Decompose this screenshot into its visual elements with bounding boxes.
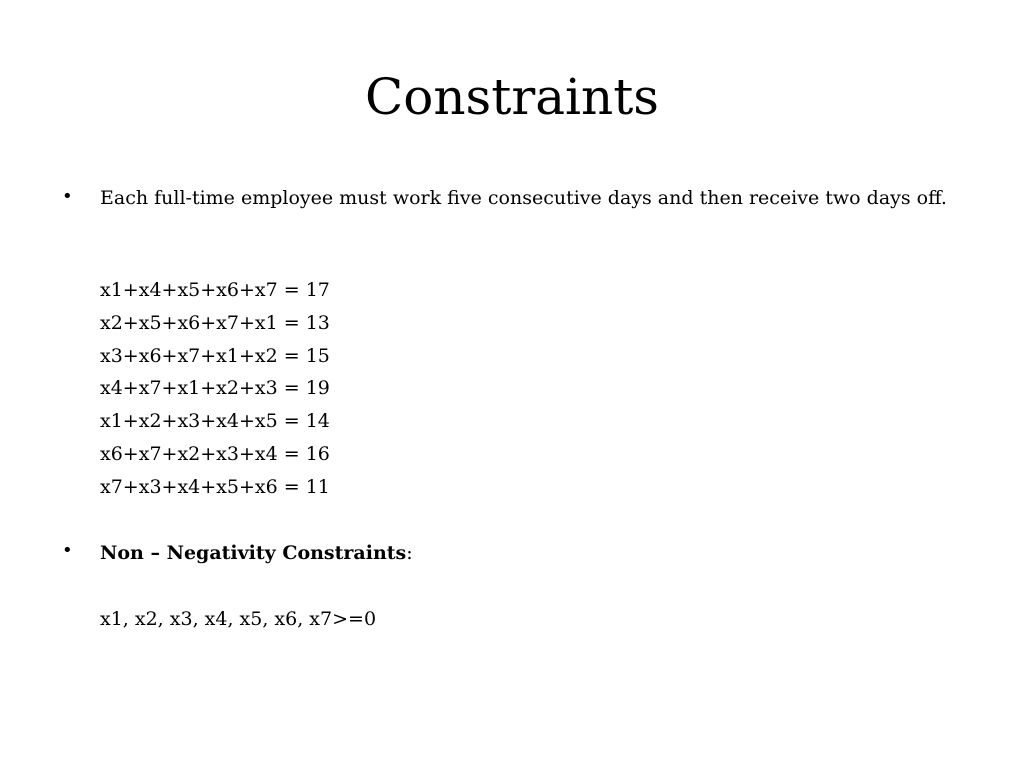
equation-line: x3+x6+x7+x1+x2 = 15 xyxy=(100,344,330,367)
equation-line: x4+x7+x1+x2+x3 = 19 xyxy=(100,377,330,400)
constraint-description: Each full-time employee must work five consecutive days and then receive two days off. xyxy=(100,187,947,209)
bullet-icon: • xyxy=(62,186,73,207)
equation-list xyxy=(100,277,330,507)
equation-line: x2+x5+x6+x7+x1 = 13 xyxy=(100,311,330,334)
equation-line: x1+x4+x5+x6+x7 = 17 xyxy=(100,279,330,301)
equation-line: x1+x2+x3+x4+x5 = 14 xyxy=(100,410,330,433)
nonnegativity-heading xyxy=(100,540,413,567)
slide-title: Constraints xyxy=(365,68,659,126)
bullet-icon: • xyxy=(62,540,73,561)
equation-line: x7+x3+x4+x5+x6 = 11 xyxy=(100,475,330,498)
equation-line: x6+x7+x2+x3+x4 = 16 xyxy=(100,442,330,465)
nonnegativity-expression: x1, x2, x3, x4, x5, x6, x7>=0 xyxy=(100,608,377,630)
heading-colon: : xyxy=(406,542,413,564)
nonnegativity-heading-label: Non – Negativity Constraints xyxy=(100,542,407,564)
